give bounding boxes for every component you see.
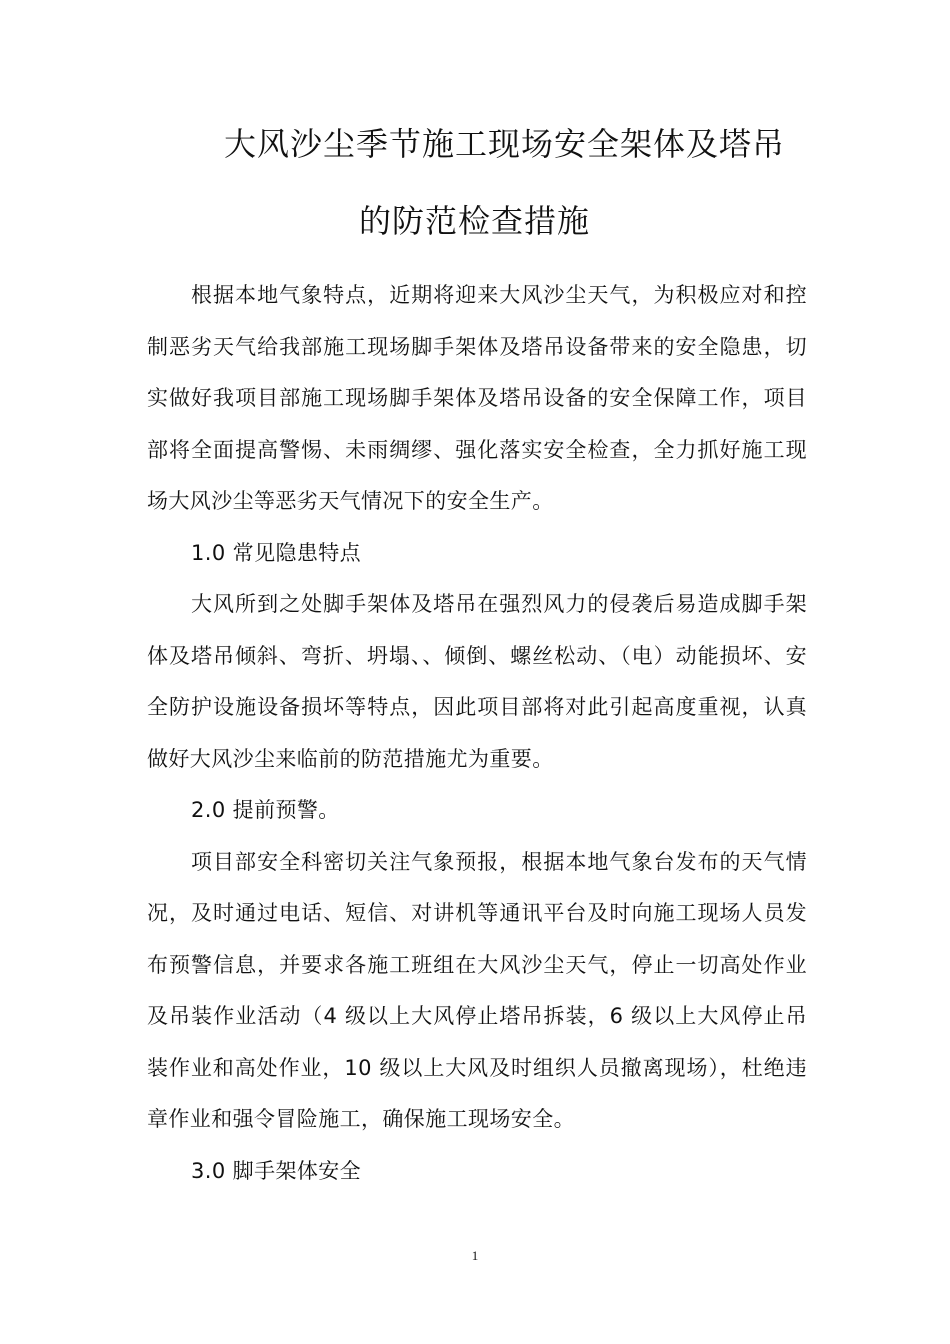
paragraph-hazard-features: 大风所到之处脚手架体及塔吊在强烈风力的侵袭后易造成脚手架体及塔吊倾斜、弯折、坍塌、、倾倒、螺丝松动、（电）动能损坏、安全防护设施设备损坏等特点，因此项目部将对此引起高度重视，认真做好大风沙尘来临前的防范措施尤为重要。 bbox=[147, 592, 807, 771]
document-body bbox=[147, 270, 807, 1197]
section-heading-2: 2.0 提前预警。 bbox=[191, 798, 340, 822]
section-heading-1: 1.0 常见隐患特点 bbox=[191, 540, 362, 565]
document-title-line-1: 大风沙尘季节施工现场安全架体及塔吊 bbox=[224, 125, 786, 163]
paragraph-early-warning: 项目部安全科密切关注气象预报，根据本地气象台发布的天气情况，及时通过电话、短信、对讲机等通讯平台及时向施工现场人员发布预警信息，并要求各施工班组在大风沙尘天气，停止一切高处作业及吊装作业活动（4 级以上大风停止塔吊拆装，6 级以上大风停止吊装作业和高处作业，10 级以上大风及时组织人员撤离现场），杜绝违章作业和强令冒险施工，确保施工现场安全。 bbox=[147, 849, 807, 1131]
paragraph-intro: 根据本地气象特点，近期将迎来大风沙尘天气，为积极应对和控制恶劣天气给我部施工现场脚手架体及塔吊设备带来的安全隐患，切实做好我项目部施工现场脚手架体及塔吊设备的安全保障工作，项目部将全面提高警惕、未雨绸缪、强化落实安全检查，全力抓好施工现场大风沙尘等恶劣天气情况下的安全生产。 bbox=[147, 283, 807, 513]
document-title-line-2: 的防范检查措施 bbox=[359, 202, 591, 240]
page-number: 1 bbox=[471, 1248, 479, 1263]
section-heading-3: 3.0 脚手架体安全 bbox=[191, 1158, 362, 1183]
